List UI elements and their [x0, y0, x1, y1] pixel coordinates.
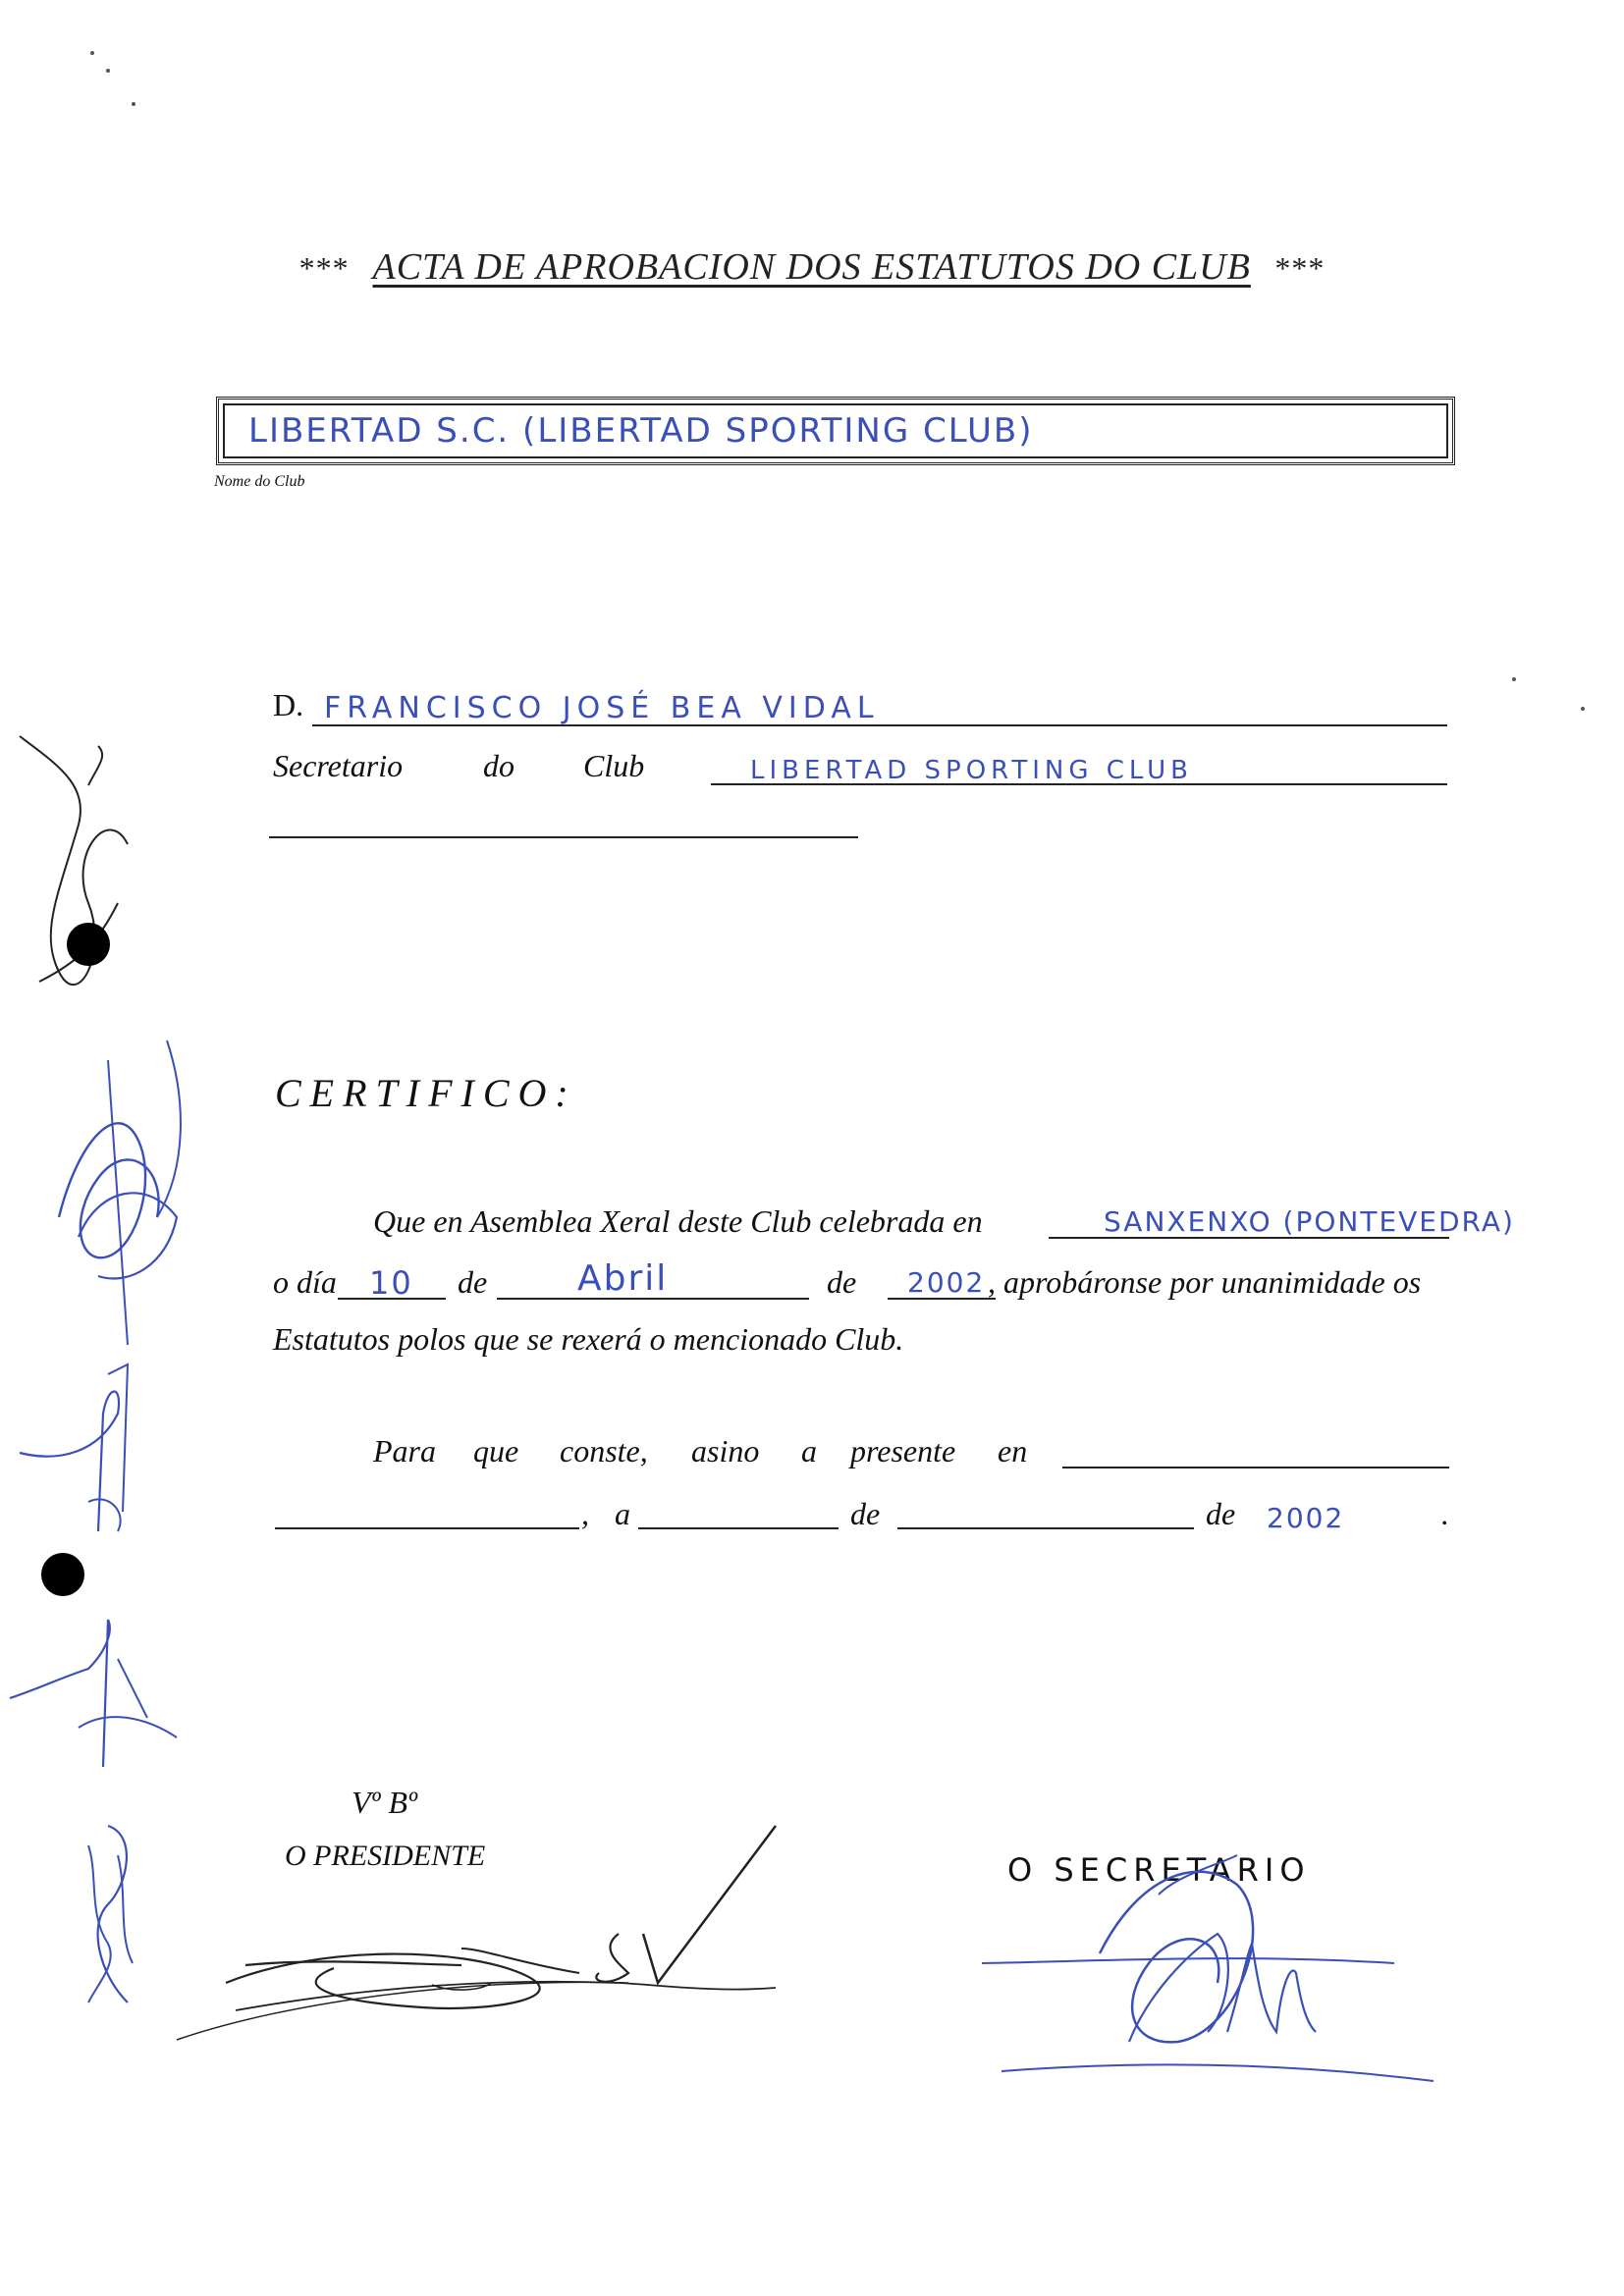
closing-place-rule	[1062, 1467, 1449, 1468]
scan-speck	[132, 102, 135, 106]
closing-rule	[638, 1527, 839, 1529]
scan-speck	[1512, 677, 1516, 681]
closing-de: de	[1206, 1496, 1236, 1531]
title-stars-left: ***	[298, 250, 350, 286]
certifico-line1: Que en Asemblea Xeral deste Club celebrada en	[373, 1203, 983, 1239]
punch-hole	[41, 1553, 84, 1596]
title-stars-right: ***	[1274, 250, 1326, 286]
scan-speck	[106, 69, 110, 73]
date-de: de	[458, 1264, 488, 1300]
day-handwritten: 10	[369, 1264, 413, 1302]
year-handwritten: 2002	[907, 1266, 986, 1299]
secretary-club-handwritten: LIBERTAD SPORTING CLUB	[750, 756, 1193, 785]
secretary-role-word: Club	[583, 748, 645, 783]
closing-rule	[897, 1527, 1194, 1529]
margin-signature	[0, 726, 196, 1041]
secretary-signature	[982, 1836, 1453, 2110]
club-name-box	[216, 397, 1455, 465]
month-handwritten: Abril	[577, 1258, 669, 1299]
blank-rule	[269, 836, 858, 838]
secretary-role-word: do	[483, 748, 514, 783]
secretary-prefix: D.	[273, 687, 304, 722]
punch-hole	[67, 923, 110, 966]
title-text: ACTA DE APROBACION DOS ESTATUTOS DO CLUB	[372, 246, 1251, 288]
document-title	[0, 245, 1624, 289]
vobo-label: Vº Bº	[352, 1785, 417, 1820]
closing-word: que	[473, 1433, 519, 1468]
secretary-signature-label: O SECRETARIO	[1007, 1851, 1311, 1889]
place-handwritten: SANXENXO (PONTEVEDRA)	[1104, 1205, 1515, 1238]
club-name-handwritten: LIBERTAD S.C. (LIBERTAD SPORTING CLUB)	[248, 411, 1034, 451]
margin-signature	[20, 1021, 216, 1355]
president-signature	[167, 1816, 913, 2052]
closing-word: a	[801, 1433, 817, 1468]
secretary-name-handwritten: FRANCISCO JOSÉ BEA VIDAL	[324, 691, 880, 725]
president-label: O PRESIDENTE	[285, 1840, 486, 1872]
margin-signature	[59, 1816, 157, 2012]
closing-de: de	[850, 1496, 881, 1531]
certifico-heading: CERTIFICO:	[275, 1071, 577, 1115]
closing-word: presente	[850, 1433, 956, 1468]
scan-speck	[1581, 707, 1585, 711]
closing-word: conste,	[560, 1433, 648, 1468]
club-name-caption: Nome do Club	[214, 473, 305, 490]
certifico-line3: Estatutos polos que se rexerá o mencionado Club.	[273, 1321, 904, 1357]
closing-word: en	[998, 1433, 1028, 1468]
closing-year-handwritten: 2002	[1267, 1502, 1345, 1534]
closing-period: .	[1441, 1496, 1449, 1531]
secretary-role-word: Secretario	[273, 748, 404, 783]
date-prefix: o día	[273, 1264, 337, 1300]
closing-rule	[275, 1527, 579, 1529]
closing-comma: ,	[581, 1496, 589, 1531]
margin-signature	[10, 1355, 187, 1551]
date-suffix: , aprobáronse por unanimidade os	[988, 1264, 1422, 1300]
closing-word: asino	[691, 1433, 760, 1468]
margin-signature	[0, 1610, 196, 1787]
date-de: de	[827, 1264, 857, 1300]
closing-a: a	[615, 1496, 630, 1531]
scan-speck	[90, 51, 94, 55]
closing-word: Para	[373, 1433, 436, 1468]
